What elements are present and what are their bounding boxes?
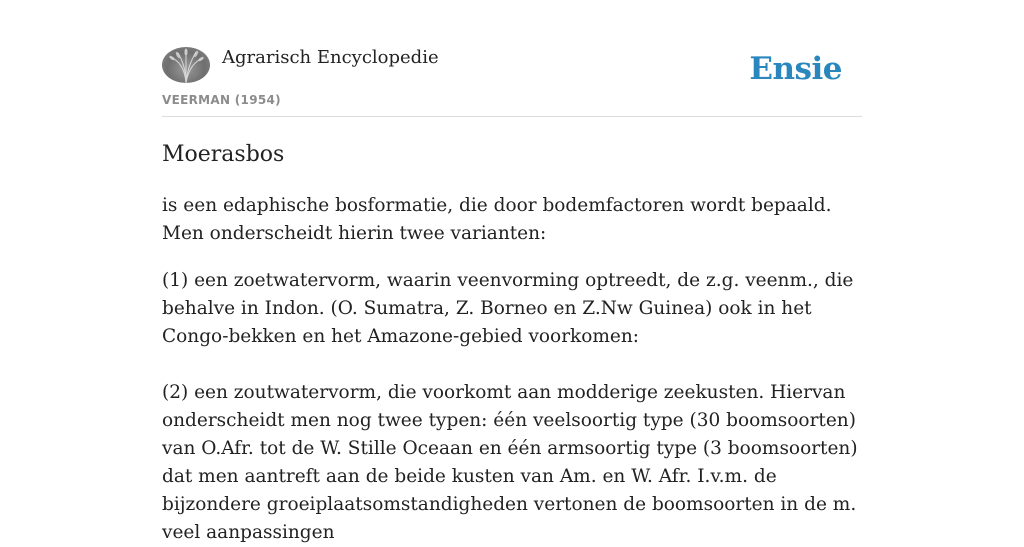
paragraph-variant-2: (2) een zoutwatervorm, die voorkomt aan modderige zeekusten. Hiervan onderscheidt men nog twee typen: één veelsoortig type (30 boomsoorten) van O.Afr. tot de W. Stille Oceaan en één armsoortig type (3 boomsoorten) dat men aantreft aan de beide kusten van Am. en W. Afr. I.v.m. de bijzondere groeiplaatsomstandigheden vertonen de boomsoorten in de m. veel aanpassingen bbox=[162, 382, 858, 543]
wheat-logo-icon[interactable] bbox=[162, 47, 210, 83]
edition-label: VEERMAN (1954) bbox=[162, 93, 281, 107]
paragraph-variant-1: (1) een zoetwatervorm, waarin veenvorming optreedt, de z.g. veenm., die behalve in Indon. (O. Sumatra, Z. Borneo en Z.Nw Guinea) ook in het Congo-bekken en het Amazone-gebied voorkomen: bbox=[162, 270, 854, 347]
paragraph-intro: is een edaphische bosformatie, die door bodemfactoren wordt bepaald. Men onderscheidt hierin twee varianten: bbox=[162, 195, 832, 244]
brand-logo[interactable]: Ensie bbox=[749, 51, 842, 87]
article-title: Moerasbos bbox=[162, 142, 285, 167]
source-title[interactable]: Agrarisch Encyclopedie bbox=[222, 47, 439, 68]
page bbox=[162, 0, 862, 543]
header bbox=[162, 0, 862, 117]
